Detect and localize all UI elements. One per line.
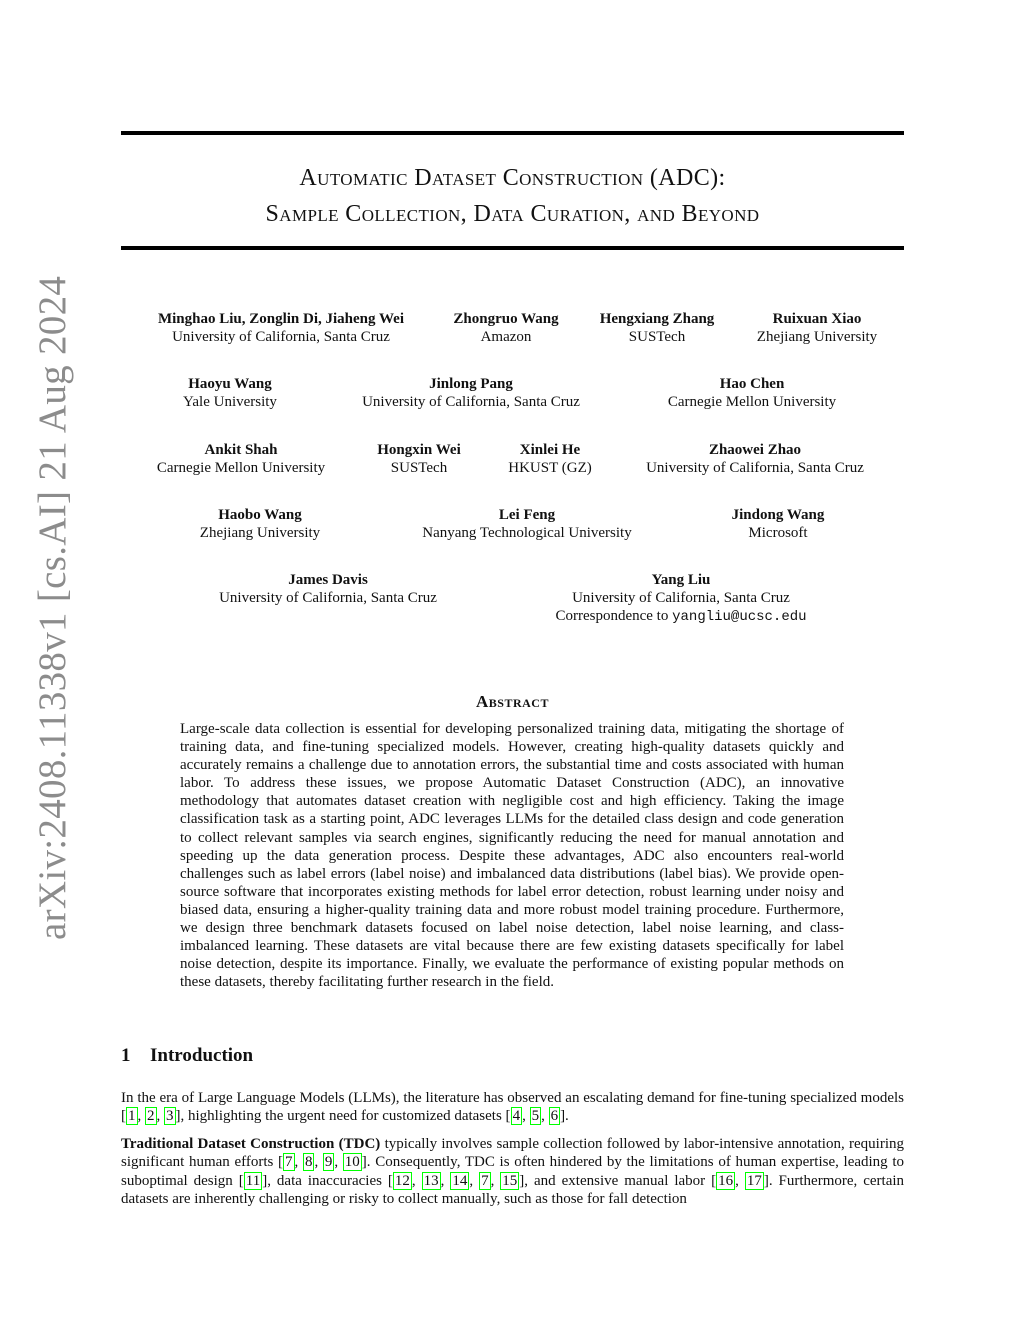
author-block <box>582 310 732 346</box>
text-run: ], and extensive manual labor [ <box>519 1172 717 1189</box>
text-run: , <box>334 1154 343 1171</box>
text-run: , <box>522 1108 530 1125</box>
citation-link[interactable]: 9 <box>324 1154 333 1171</box>
author-affiliation: HKUST (GZ) <box>508 460 592 476</box>
author-name: Lei Feng <box>498 507 556 523</box>
author-name: James Davis <box>288 572 368 588</box>
paper-title <box>121 160 904 232</box>
author-affiliation: SUSTech <box>390 460 448 476</box>
text-run: , <box>314 1154 323 1171</box>
author-name: Ruixuan Xiao <box>772 311 862 327</box>
author-name: Hengxiang Zhang <box>599 311 715 327</box>
citation-link[interactable]: 15 <box>502 1172 518 1189</box>
author-affiliation: Zhejiang University <box>199 525 321 541</box>
author-block <box>198 571 458 607</box>
author-block <box>495 441 605 477</box>
text-run: ], highlighting the urgent need for customized datasets [ <box>175 1108 511 1125</box>
intro-paragraph-1 <box>121 1089 904 1126</box>
author-name: Yang Liu <box>651 572 711 588</box>
citation-link[interactable]: 2 <box>147 1108 155 1125</box>
author-affiliation: SUSTech <box>628 329 686 345</box>
author-block <box>626 441 884 477</box>
author-affiliation: University of California, Santa Cruz <box>646 460 864 476</box>
citation-link[interactable]: 12 <box>394 1172 410 1189</box>
author-name: Hao Chen <box>719 376 785 392</box>
text-run: ]. Consequently, TDC is often hindered by the limitations of human expertise, leading to suboptimal design [ <box>121 1154 905 1189</box>
text-run: , <box>156 1108 164 1125</box>
citation-link[interactable]: 16 <box>718 1172 734 1189</box>
correspondence-email[interactable]: yangliu@ucsc.edu <box>672 609 807 625</box>
author-name: Ankit Shah <box>204 442 278 458</box>
title-line-1: Automatic Dataset Construction (ADC): <box>299 165 726 191</box>
author-block <box>742 310 892 346</box>
author-block <box>402 506 652 542</box>
citation-link[interactable]: 5 <box>531 1108 540 1125</box>
author-name: Jindong Wang <box>731 507 825 523</box>
author-affiliation: Amazon <box>480 329 532 345</box>
title-top-rule <box>121 131 904 135</box>
text-run: , <box>490 1172 501 1189</box>
section-heading <box>121 1045 253 1067</box>
citation-link[interactable]: 14 <box>452 1172 468 1189</box>
citation-link[interactable]: 4 <box>512 1108 521 1125</box>
text-run: , <box>294 1154 303 1171</box>
author-name: Hongxin Wei <box>377 442 461 458</box>
author-affiliation: University of California, Santa Cruz <box>572 590 790 606</box>
author-name: Haobo Wang <box>218 507 302 523</box>
title-bottom-rule <box>121 246 904 250</box>
text-run: , <box>137 1108 145 1125</box>
arxiv-identifier: arXiv:2408.11338v1 [cs.AI] 21 Aug 2024 <box>31 275 74 940</box>
citation-link[interactable]: 3 <box>166 1108 174 1125</box>
title-line-2: Sample Collection, Data Curation, and Beyond <box>265 201 760 227</box>
text-run: typically involves sample collection followed by labor-intensive annotation, requiring significant human efforts [ <box>121 1136 904 1171</box>
abstract-heading: Abstract <box>476 692 549 711</box>
citation-link[interactable]: 10 <box>344 1154 360 1171</box>
author-name: Jinlong Pang <box>429 376 513 392</box>
text-run: ], data inaccuracies [ <box>262 1172 393 1189</box>
text-run: ]. <box>560 1108 569 1125</box>
citation-link[interactable]: 6 <box>550 1108 559 1125</box>
author-affiliation: University of California, Santa Cruz <box>172 329 390 345</box>
author-affiliation: Nanyang Technological University <box>422 525 632 541</box>
author-affiliation: Microsoft <box>748 525 808 541</box>
author-affiliation: Zhejiang University <box>756 329 878 345</box>
author-block <box>341 375 601 411</box>
citation-link[interactable]: 7 <box>285 1154 293 1171</box>
text-run: , <box>440 1172 451 1189</box>
author-name: Zhaowei Zhao <box>708 442 802 458</box>
section-title: Introduction <box>150 1045 254 1066</box>
text-run: , <box>735 1172 745 1189</box>
text-run: , <box>541 1108 549 1125</box>
author-name: Xinlei He <box>519 442 581 458</box>
citation-link[interactable]: 1 <box>128 1108 136 1125</box>
author-block <box>364 441 474 477</box>
author-block <box>708 506 848 542</box>
author-block <box>436 310 576 346</box>
author-block <box>137 310 425 346</box>
author-block <box>652 375 852 411</box>
author-affiliation: University of California, Santa Cruz <box>362 394 580 410</box>
text-run: , <box>411 1172 422 1189</box>
correspondence-label: Correspondence to <box>555 608 669 624</box>
author-block <box>160 375 300 411</box>
author-block <box>142 441 340 477</box>
author-block <box>541 571 821 626</box>
citation-link[interactable]: 7 <box>481 1172 489 1189</box>
citation-link[interactable]: 8 <box>304 1154 313 1171</box>
author-name: Haoyu Wang <box>188 376 272 392</box>
citation-link[interactable]: 13 <box>423 1172 439 1189</box>
text-run: In the era of Large Language Models (LLMs), the literature has observed an escalating demand for fine-tuning specialized models [ <box>121 1090 904 1125</box>
author-name: Zhongruo Wang <box>453 311 559 327</box>
correspondence-line <box>541 607 821 626</box>
author-name: Minghao Liu, Zonglin Di, Jiaheng Wei <box>157 311 405 327</box>
author-affiliation: University of California, Santa Cruz <box>219 590 437 606</box>
bold-term: Traditional Dataset Construction (TDC) <box>121 1136 381 1152</box>
author-affiliation: Carnegie Mellon University <box>667 394 837 410</box>
citation-link[interactable]: 11 <box>245 1172 261 1189</box>
section-number: 1 <box>121 1045 131 1066</box>
intro-paragraph-2 <box>121 1135 904 1208</box>
text-run: , <box>469 1172 480 1189</box>
author-block <box>180 506 340 542</box>
abstract-text: Large-scale data collection is essential for developing personalized training data, mitigating the shortage of training data, and fine-tuning specialized models. However, creating high-quality datasets quickly and accurately remains a challenge due to annotation errors, the substantial time and costs associated with human labor. To address these issues, we propose Automatic Dataset Construction (ADC), an innovative methodology that automates dataset creation with negligible cost and high efficiency. Taking the image classification task as a starting point, ADC leverages LLMs for the detailed class design and code generation to collect relevant samples via search engines, significantly reducing the need for manual annotation and speeding up the data generation process. Despite these advantages, ADC also encounters real-world challenges such as label errors (label noise) and imbalanced data distributions (label bias). We provide open-source software that incorporates existing methods for label error detection, robust learning under noisy and biased data, ensuring a higher-quality training data and more robust model training procedure. Furthermore, we design three benchmark datasets focused on label noise detection, label noise learning, and class-imbalanced learning. These datasets are vital because there are few existing datasets specifically for label noise detection, despite its importance. Finally, we evaluate the performance of existing popular methods on these datasets, thereby facilitating further research in the field. <box>180 721 844 991</box>
author-affiliation: Yale University <box>183 394 277 410</box>
text-run: ]. Furthermore, certain datasets are inherently challenging or risky to collect manually, such as those for fall detection <box>121 1172 905 1207</box>
citation-link[interactable]: 17 <box>746 1172 762 1189</box>
author-affiliation: Carnegie Mellon University <box>156 460 326 476</box>
